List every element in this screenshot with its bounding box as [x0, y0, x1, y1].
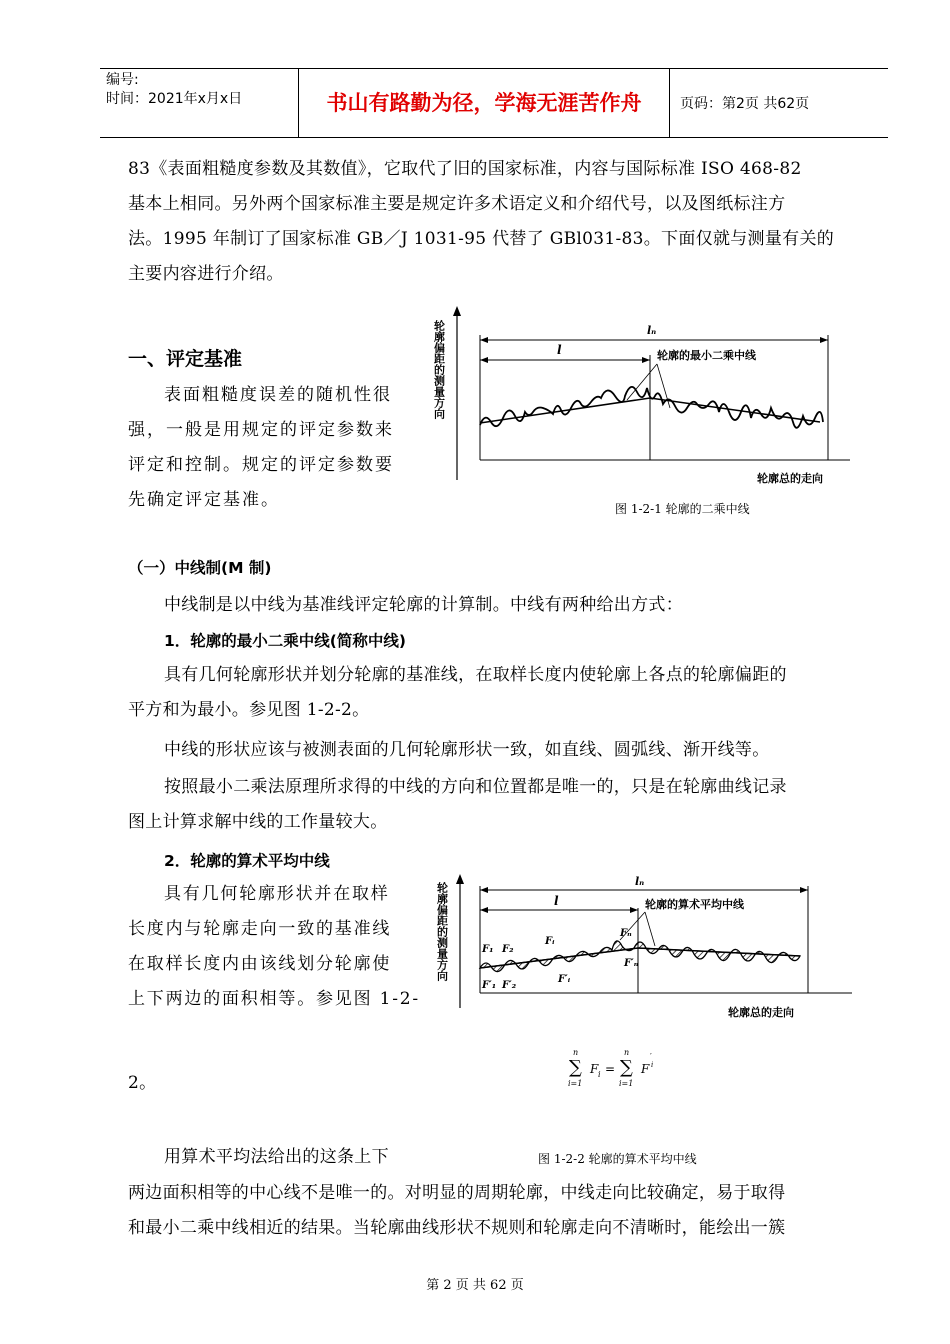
page-header [100, 68, 888, 138]
item1-line: 具有几何轮廓形状并划分轮廓的基准线，在取样长度内使轮廓上各点的轮廓偏距的 [164, 665, 787, 685]
section-title: 一、评定基准 [128, 348, 243, 370]
ln-label: lₙ [647, 324, 657, 337]
l-label: l [554, 894, 559, 908]
section1-line: 评定和控制。规定的评定参数要 [128, 455, 394, 475]
area-label: F₁ [482, 944, 494, 955]
section1-line: 先确定评定基准。 [128, 490, 280, 510]
figure2-caption: 图 1-2-2 轮廓的算术平均中线 [538, 1152, 697, 1166]
area-label: F′ᵢ [558, 974, 571, 985]
y-axis-label: 轮廓偏距的测量方向 [432, 320, 446, 419]
item2-p2 [128, 1176, 868, 1246]
right-term: F [641, 1062, 650, 1076]
right-sup: ′ [650, 1052, 652, 1061]
sub1-intro: 中线制是以中线为基准线评定轮廓的计算制。中线有两种给出方式： [164, 595, 683, 615]
figure-arithmetic-midline [430, 868, 855, 1028]
intro-line: 主要内容进行介绍。 [128, 264, 284, 284]
section1-line: 表面粗糙度误差的随机性很 [164, 385, 392, 405]
intro-line: 基本上相同。另外两个国家标准主要是规定许多术语定义和介绍代号，以及图纸标注方 [128, 194, 786, 214]
midline-label: 轮廓的算术平均中线 [645, 898, 744, 911]
x-axis-label: 轮廓总的走向 [757, 472, 823, 485]
item1-p3 [128, 770, 868, 840]
x-axis-label: 轮廓总的走向 [728, 1006, 794, 1019]
midline-label: 轮廓的最小二乘中线 [657, 349, 756, 362]
item2-p2-line: 两边面积相等的中心线不是唯一的。对明显的周期轮廓，中线走向比较确定，易于取得 [128, 1183, 786, 1203]
sum-top: n [573, 1048, 579, 1057]
area-equality-formula [565, 1046, 675, 1091]
header-page-info: 页码：第2页 共62页 [680, 96, 810, 112]
ln-label: lₙ [635, 875, 645, 888]
item2-p2-first: 用算术平均法给出的这条上下 [164, 1147, 389, 1167]
right-sub: i [651, 1061, 654, 1069]
item2-line: 长度内与轮廓走向一致的基准线 [128, 919, 392, 939]
item2-tail: 2。 [128, 1073, 157, 1093]
y-axis-label: 轮廓偏距的测量方向 [435, 882, 449, 981]
sum-top: n [624, 1048, 630, 1057]
page-footer: 第 2 页 共 62 页 [426, 1278, 524, 1293]
area-label: F₂ [502, 944, 514, 955]
left-sub: i [598, 1070, 601, 1079]
area-label: F′₁ [482, 980, 497, 991]
sum-sign: ∑ [620, 1057, 633, 1078]
item2-line: 具有几何轮廓形状并在取样 [164, 884, 390, 904]
header-time-label: 时间：2021年x月x日 [106, 91, 243, 107]
l-label: l [557, 343, 562, 357]
item1-line: 平方和为最小。参见图 1-2-2。 [128, 700, 370, 720]
area-label: F′ₙ [624, 958, 639, 969]
sum-bottom: i=1 [568, 1079, 583, 1088]
item2-p2-line: 和最小二乘中线相近的结果。当轮廓曲线形状不规则和轮廓走向不清晰时，能绘出一簇 [128, 1218, 786, 1238]
item1-p3-line: 图上计算求解中线的工作量较大。 [128, 812, 388, 832]
area-label: Fₙ [620, 928, 632, 939]
sum-sign: ∑ [569, 1057, 582, 1078]
equals: = [605, 1062, 616, 1076]
subsection-title: （一）中线制(M 制) [128, 559, 272, 577]
intro-line: 法。1995 年制订了国家标准 GB／J 1031-95 代替了 GBl031-83。下面仅就与测量有关的 [128, 229, 835, 249]
left-term: F [590, 1062, 599, 1076]
intro-paragraph [128, 152, 868, 292]
figure-least-squares-midline [425, 300, 855, 500]
header-meta [106, 71, 296, 109]
section1-line: 强，一般是用规定的评定参数来 [128, 420, 394, 440]
sum-bottom: i=1 [619, 1079, 634, 1088]
intro-line: 83《表面粗糙度参数及其数值》，它取代了旧的国家标准，内容与国际标准 ISO 468-82 [128, 159, 802, 179]
item2-line: 在取样长度内由该线划分轮廓使 [128, 954, 392, 974]
header-number-label: 编号: [106, 72, 139, 88]
item1-p2: 中线的形状应该与被测表面的几何轮廓形状一致，如直线、圆弧线、渐开线等。 [164, 740, 770, 760]
item2-title: 2．轮廓的算术平均中线 [164, 852, 330, 870]
area-label: F′₂ [502, 980, 517, 991]
section1-paragraph [128, 378, 428, 518]
item1-title: 1．轮廓的最小二乘中线(简称中线) [164, 632, 406, 650]
area-label: Fᵢ [545, 936, 555, 947]
header-motto: 书山有路勤为径，学海无涯苦作舟 [298, 69, 670, 137]
item1-paragraph [128, 658, 868, 728]
item2-paragraph [128, 877, 428, 1017]
figure1-caption: 图 1-2-1 轮廓的二乘中线 [615, 502, 750, 516]
item1-p3-line: 按照最小二乘法原理所求得的中线的方向和位置都是唯一的，只是在轮廓曲线记录 [164, 777, 787, 797]
item2-line: 上下两边的面积相等。参见图 1-2- [128, 989, 420, 1009]
